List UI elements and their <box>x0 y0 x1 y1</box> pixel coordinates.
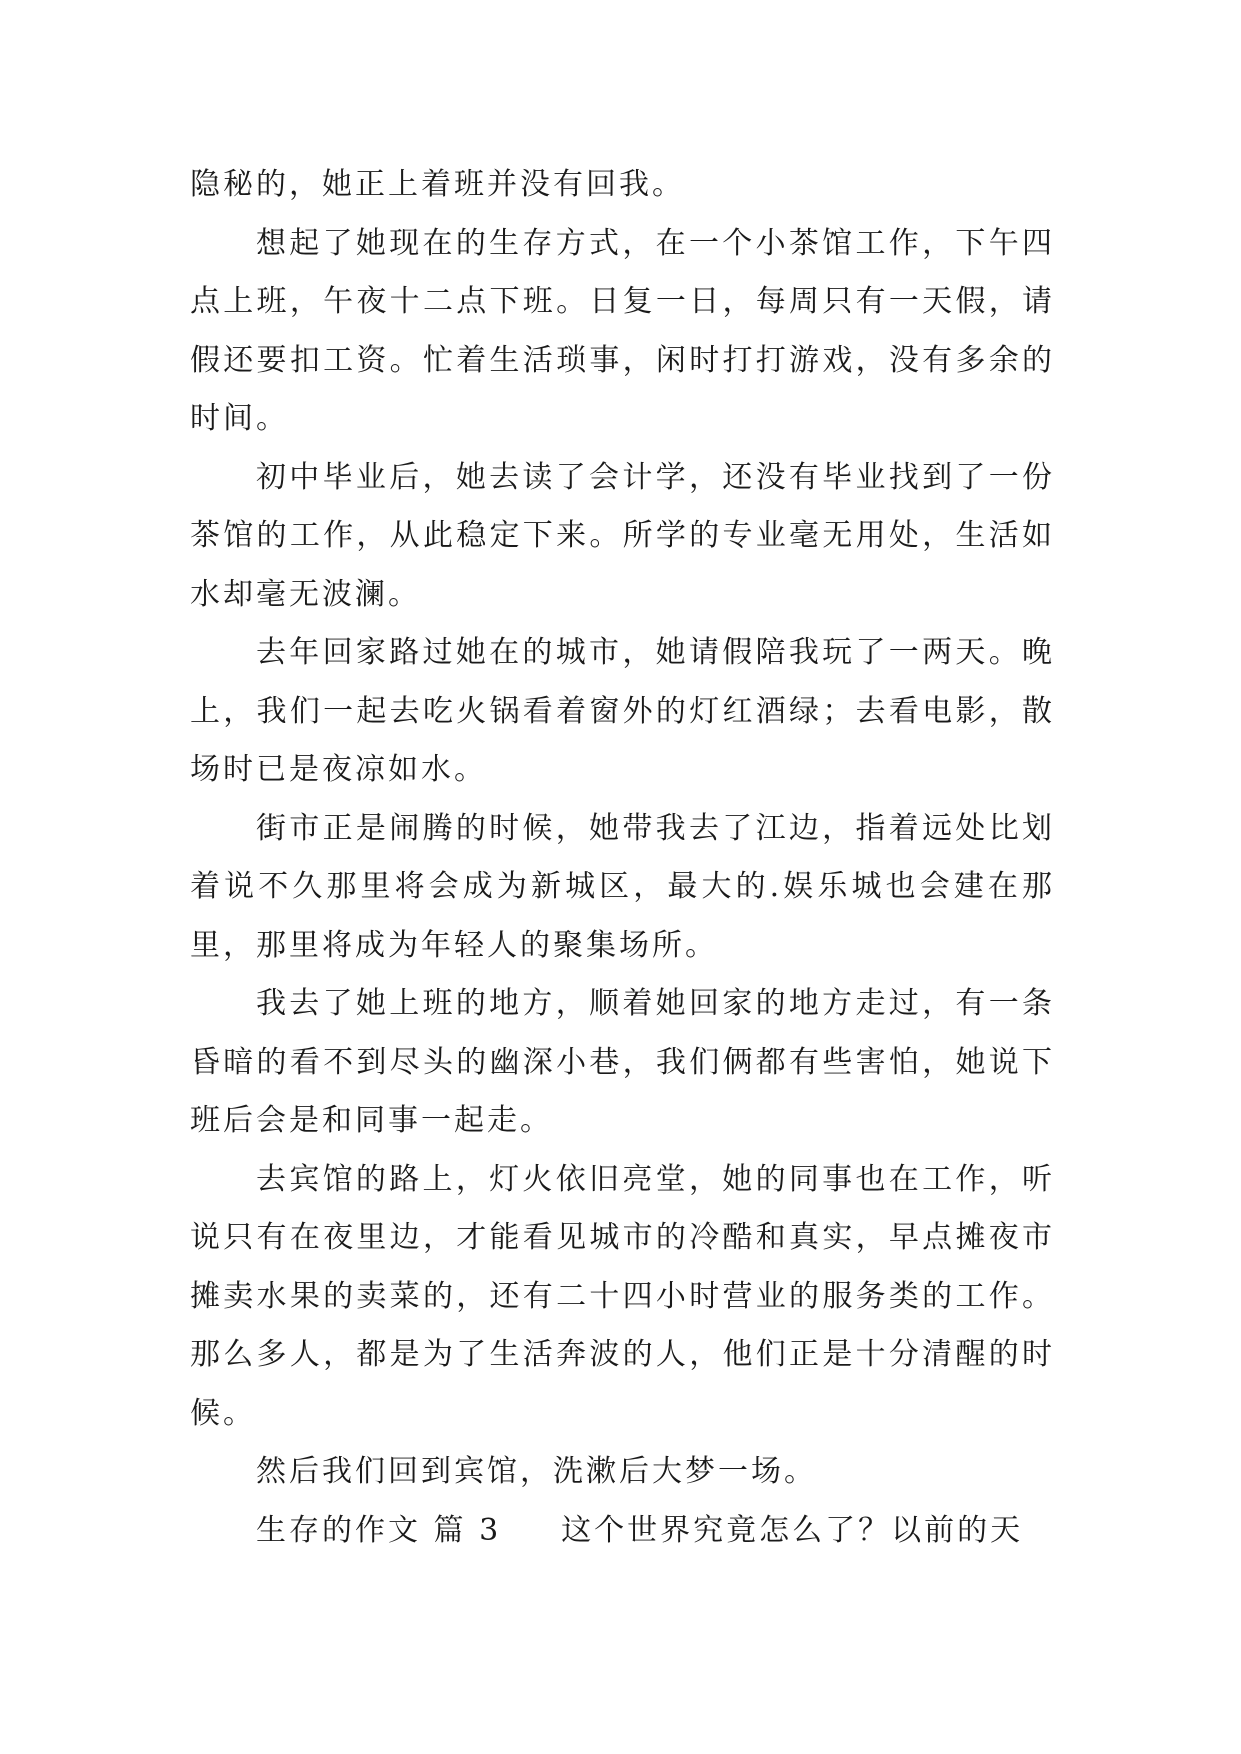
paragraph-4: 去年回家路过她在的城市，她请假陪我玩了一两天。晚上，我们一起去吃火锅看着窗外的灯红酒绿；去看电影，散场时已是夜凉如水。 <box>190 635 1055 787</box>
paragraph-3: 初中毕业后，她去读了会计学，还没有毕业找到了一份茶馆的工作，从此稳定下来。所学的专业毫无用处，生活如水却毫无波澜。 <box>190 459 1055 612</box>
paragraph-8: 然后我们回到宾馆，洗漱后大梦一场。 <box>256 1454 817 1489</box>
paragraph-7: 去宾馆的路上，灯火依旧亮堂，她的同事也在工作，听说只有在夜里边，才能看见城市的冷酷和真实，早点摊夜市摊卖水果的卖菜的，还有二十四小时营业的服务类的工作。那么多人，都是为了生活奔波的人，他们正是十分清醒的时候。 <box>190 1161 1055 1431</box>
document-body <box>190 156 1055 1560</box>
section-heading-label: 生存的作文 篇 3 <box>256 1512 502 1548</box>
paragraph-5: 街市正是闹腾的时候，她带我去了江边，指着远处比划着说不久那里将会成为新城区，最大的.娱乐城也会建在那里，那里将成为年轻人的聚集场所。 <box>190 810 1055 963</box>
paragraph-2: 想起了她现在的生存方式，在一个小茶馆工作，下午四点上班，午夜十二点下班。日复一日，每周只有一天假，请假还要扣工资。忙着生活琐事，闲时打打游戏，没有多余的时间。 <box>190 225 1055 436</box>
section-heading-text: 这个世界究竟怎么了？以前的天 <box>561 1512 1024 1548</box>
section-heading-line <box>190 1502 1055 1561</box>
paragraph-6: 我去了她上班的地方，顺着她回家的地方走过，有一条昏暗的看不到尽头的幽深小巷，我们俩都有些害怕，她说下班后会是和同事一起走。 <box>190 986 1055 1138</box>
paragraph-1: 隐秘的，她正上着班并没有回我。 <box>190 167 685 202</box>
